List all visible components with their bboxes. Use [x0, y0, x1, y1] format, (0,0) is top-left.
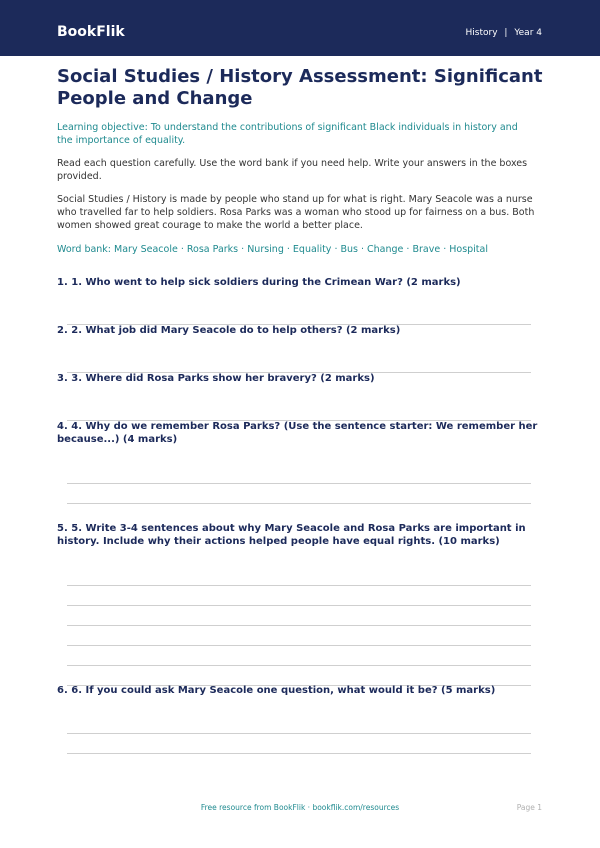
- page-number: Page 1: [516, 803, 542, 812]
- header-meta: [466, 28, 542, 38]
- learning-objective: Learning objective: To understand the contributions of significant Black individuals in history and the importance of equality.: [57, 122, 518, 146]
- question-4: 4. 4. Why do we remember Rosa Parks? (Use the sentence starter: We remember her because...) (4 marks): [57, 421, 538, 445]
- answer-line[interactable]: [67, 625, 531, 626]
- answer-line[interactable]: [67, 503, 531, 504]
- answer-line[interactable]: [67, 665, 531, 666]
- year-label: Year 4: [514, 28, 542, 38]
- brand-logo: BookFlik: [57, 24, 125, 40]
- instructions: Read each question carefully. Use the word bank if you need help. Write your answers in the boxes provided.: [57, 158, 528, 182]
- footer-resource: Free resource from BookFlik · bookflik.com/resources: [200, 803, 400, 812]
- question-3: 3. 3. Where did Rosa Parks show her bravery? (2 marks): [57, 373, 375, 384]
- answer-line[interactable]: [67, 585, 531, 586]
- page-header: [0, 0, 600, 56]
- question-5: 5. 5. Write 3-4 sentences about why Mary Seacole and Rosa Parks are important in history. Include why their actions helped people have equal rights. (10 marks): [57, 523, 526, 547]
- subject-label: History: [465, 28, 498, 38]
- meta-separator: |: [504, 28, 508, 38]
- question-6: 6. 6. If you could ask Mary Seacole one question, what would it be? (5 marks): [57, 685, 496, 696]
- answer-line[interactable]: [67, 645, 531, 646]
- answer-line[interactable]: [67, 753, 531, 754]
- question-2: 2. 2. What job did Mary Seacole do to help others? (2 marks): [57, 325, 401, 336]
- answer-line[interactable]: [67, 483, 531, 484]
- reading-passage: Social Studies / History is made by people who stand up for what is right. Mary Seacole was a nurse who travelled far to help soldiers. Rosa Parks was a woman who stood up for fairness on a bus. Both women showed great courage to make the world a better place.: [57, 194, 535, 231]
- page-title: Social Studies / History Assessment: Significant People and Change: [57, 66, 543, 109]
- question-1: 1. 1. Who went to help sick soldiers during the Crimean War? (2 marks): [57, 277, 461, 288]
- answer-line[interactable]: [67, 605, 531, 606]
- word-bank: Word bank: Mary Seacole · Rosa Parks · Nursing · Equality · Bus · Change · Brave · Hospital: [57, 244, 488, 255]
- answer-line[interactable]: [67, 733, 531, 734]
